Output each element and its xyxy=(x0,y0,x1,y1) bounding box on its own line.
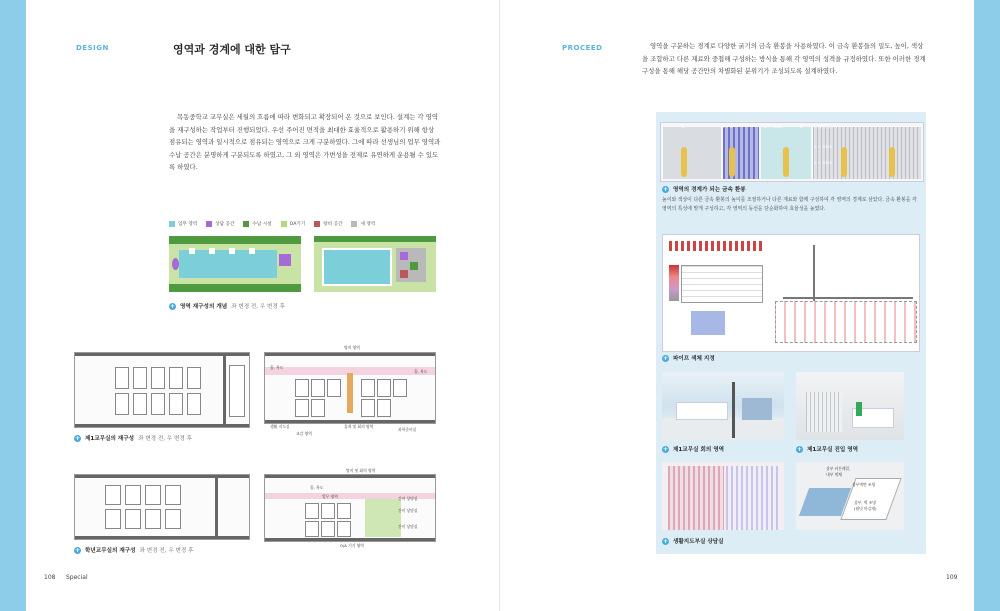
left-edge-bar xyxy=(0,0,26,611)
metal-rod-figure xyxy=(660,122,924,182)
annotation: 업무 영역 xyxy=(322,494,338,499)
photo-meeting-area xyxy=(662,372,784,440)
footer-label: Special xyxy=(66,574,88,581)
zone-diagram-before xyxy=(169,236,301,292)
legend-item: 업무 영역 xyxy=(169,221,197,227)
right-page xyxy=(500,0,974,611)
annotation: A + Glass xyxy=(764,124,783,129)
annotation: 간이 상담실 xyxy=(398,496,418,501)
annotation: 과학준비실 xyxy=(398,427,417,432)
proceed-paragraph: 영역을 구분하는 경계로 다양한 굵기의 금속 환봉을 사용하였다. 이 금속 환봉들의 밀도, 높이, 색상을 조합하고 다른 재료와 중첩해 구성하는 방식을 통해 각 영역의 성격을 규정하였다. 또한 이러한 경계 구성을 통해 해당 공간만의 차별화된 분위기가 조성되도록 설계하였다. xyxy=(642,42,926,75)
plus-icon: + xyxy=(74,434,81,442)
annotation: A xyxy=(682,124,685,129)
legend-item: 탕비 공간 xyxy=(314,221,342,227)
zone-diagram-after xyxy=(314,236,436,292)
photo-counsel-room xyxy=(662,462,784,530)
page-number: 109 xyxy=(946,574,958,581)
annotation: 홀, 복도 xyxy=(414,369,428,374)
plus-icon: + xyxy=(662,445,669,453)
plus-icon: + xyxy=(662,185,669,193)
annotation: 홀, 복도 xyxy=(270,365,284,370)
plus-icon: + xyxy=(662,537,669,545)
annotation: 상부 커튼레일, 내부 벽체 xyxy=(826,466,851,477)
annotation: A + 1500 xyxy=(814,160,832,165)
annotation: A + 1500 xyxy=(814,144,832,149)
floor-plan-1-before xyxy=(74,352,250,428)
caption-metal-desc: 높이와 색상이 다른 금속 환봉의 높이를 조절하거나 다른 재료와 함께 구성하여 각 영역의 경계로 삼았다. 금속 환봉을 각 영역의 특성에 맞게 구성하고, 각 영역의 동선을 단순화하여 효율성을 높였다. xyxy=(662,197,917,212)
annotation: 탕비 및 회의 영역 xyxy=(346,468,376,473)
caption-office1: + 제1교무실의 재구성 좌 변경 전, 우 변경 후 xyxy=(74,434,192,442)
annotation: 간이 상담실 xyxy=(398,524,418,529)
page-number: 108 xyxy=(44,574,56,581)
section-label-proceed: PROCEED xyxy=(562,44,603,52)
annotation: 교감 영역 xyxy=(296,431,312,436)
zone-legend xyxy=(169,221,375,227)
plus-icon: + xyxy=(74,546,81,554)
caption-metal-rod: + 영역의 경계가 되는 금속 환봉 xyxy=(662,185,746,193)
caption-grade-office: + 학년교무실의 재구성 좌 변경 전, 우 변경 후 xyxy=(74,546,194,554)
annotation: 간이 상담실 xyxy=(398,508,418,513)
caption-entry-area: + 제1교무실 진입 영역 xyxy=(796,445,859,453)
annotation: 탕비 영역 xyxy=(344,345,360,350)
plus-icon: + xyxy=(796,445,803,453)
caption-meeting-area: + 제1교무실 회의 영역 xyxy=(662,445,725,453)
annotation: 상부, 벽 조명 (월넛 마감재) xyxy=(854,500,877,511)
legend-item: 수납 시설 xyxy=(243,221,271,227)
plus-icon: + xyxy=(169,302,176,310)
annotation: 생활 지도실 xyxy=(270,424,290,429)
left-page xyxy=(26,0,500,611)
legend-item: OA기기 xyxy=(281,221,306,227)
caption-pipe-color: + 파이프 색체 지정 xyxy=(662,354,715,362)
floor-plan-1-after xyxy=(264,352,436,424)
annotation: 홀, 복도 xyxy=(310,485,324,490)
right-edge-bar xyxy=(974,0,1000,611)
legend-item: 상담 공간 xyxy=(206,221,234,227)
annotation: A + A xyxy=(722,124,733,129)
page-title: 영역과 경계에 대한 탐구 xyxy=(173,43,291,56)
annotation: B xyxy=(800,124,803,129)
annotation: C (환봉 높이) xyxy=(814,124,837,129)
intro-paragraph: 목동중학교 교무실은 세월의 흐름에 따라 변화되고 확장되어 온 것으로 보인다. 설계는 각 영역을 재구성하는 작업부터 진행되었다. 우선 주어진 면적을 최대한 효율적으로 활용하기 위해 항상 점유되는 영역과 일시적으로 점유되는 영역으로 크게 구분하였다. 그에 따라 선생님의 업무 영역과 수납 공간은 분명하게 구분되도록 하였고, 그 외 영역은 가변성을 전제로 유연하게 운용될 수 있도록 하였다. xyxy=(169,113,441,171)
plus-icon: + xyxy=(662,354,669,362)
caption-counsel-room: + 생활지도부실 상담실 xyxy=(662,537,724,545)
pipe-color-diagram xyxy=(662,234,920,352)
caption-zone-concept: + 영역 재구성의 개념 좌 변경 전, 우 변경 후 xyxy=(169,302,286,310)
photo-entry-area xyxy=(796,372,904,440)
annotation: O/A 기기 영역 xyxy=(340,543,364,548)
annotation: 휴게 및 회의 영역 xyxy=(344,424,374,429)
floor-plan-2-before xyxy=(74,474,250,540)
section-label-design: DESIGN xyxy=(76,44,109,52)
annotation: 상부벽면 조명 xyxy=(852,482,876,487)
legend-item: 새 영역 xyxy=(351,221,375,227)
